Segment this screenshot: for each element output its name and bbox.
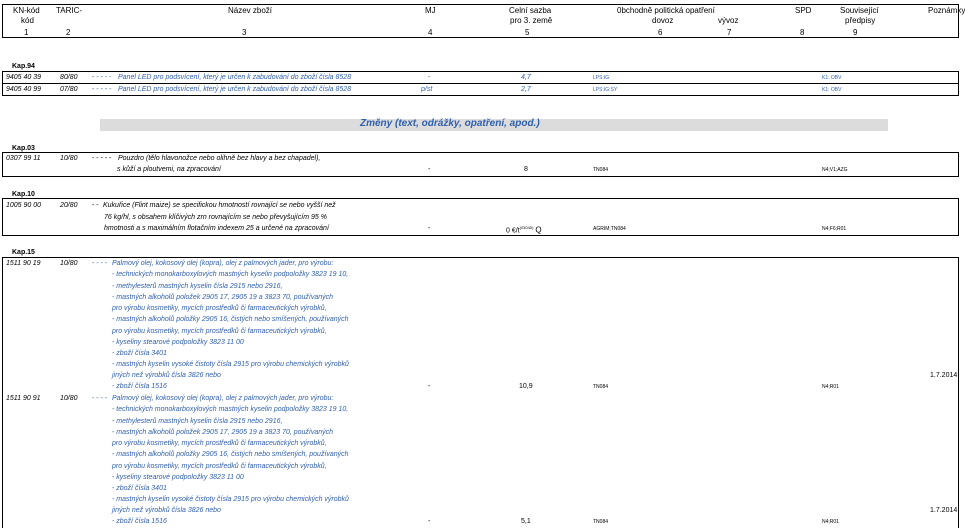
header-spd: SPD xyxy=(795,6,812,15)
colnum-6: 6 xyxy=(658,28,663,37)
goods-line-7: pro výrobu kosmetiky, mycích prostředků či farmaceutických výrobků, xyxy=(112,463,327,470)
kn-code: 1511 90 91 xyxy=(6,395,41,402)
import-measure: LPS:IG:SY xyxy=(593,87,618,93)
taric-code: 07/80 xyxy=(60,86,78,93)
goods-line-1: Palmový olej, kokosový olej (kopra), olej z palmových jader, pro výrobu: xyxy=(112,395,334,402)
colnum-1: 1 xyxy=(24,28,29,37)
colnum-2: 2 xyxy=(66,28,71,37)
duty-rate-footnote: (03040) xyxy=(519,225,534,230)
header-kn-code: kód xyxy=(21,16,34,25)
spd-code: N4;R01 xyxy=(822,384,839,390)
kn-code: 9405 40 99 xyxy=(6,86,42,93)
goods-line-8: - kyseliny stearové podpoložky 3823 11 00 xyxy=(112,339,244,346)
unit: - xyxy=(428,225,431,232)
indent-dashes: - - - - - xyxy=(92,74,112,81)
kap03-title: Kap.03 xyxy=(12,145,35,152)
goods-line-9: - zboží čísla 3401 xyxy=(112,350,167,357)
import-measure: AGRIM;TN084 xyxy=(593,226,626,232)
duty-rate: 2,7 xyxy=(521,86,531,93)
kn-code: 1005 90 00 xyxy=(6,202,42,209)
header-name: Název zboží xyxy=(228,6,273,15)
colnum-3: 3 xyxy=(242,28,247,37)
unit: - xyxy=(428,518,431,525)
indent-dashes: - - - - xyxy=(92,395,108,402)
kap94-title: Kap.94 xyxy=(12,63,35,70)
header-kn: KN-kód xyxy=(13,6,40,15)
duty-rate: 0 $€/t^{(03040)}$ Q xyxy=(506,225,542,235)
note-date: 1.7.2014 xyxy=(930,507,958,514)
kap15-title: Kap.15 xyxy=(12,249,35,256)
colnum-9: 9 xyxy=(853,28,858,37)
goods-line-12: - zboží čísla 1516 xyxy=(112,518,167,525)
goods-line-11: jiných než výrobků čísla 3826 nebo xyxy=(112,372,221,379)
colnum-7: 7 xyxy=(727,28,732,37)
goods-line-3: - methylesterů mastných kyselin čísla 2915 nebo 2916, xyxy=(112,418,283,425)
goods-line-10: - mastných kyselin vysoké čistoty čísla 2915 pro výrobu chemických výrobků xyxy=(112,496,349,503)
header-related-sub: předpisy xyxy=(845,16,876,25)
goods-name: Panel LED pro podsvícení, který je určen k zabudování do zboží čísla 8528 xyxy=(118,86,352,93)
header-rate: Celní sazba xyxy=(509,6,552,15)
goods-line-11: jiných než výrobků čísla 3826 nebo xyxy=(112,507,221,514)
header-export: vývoz xyxy=(718,16,739,25)
header-related: Související xyxy=(840,6,879,15)
import-measure: TN084 xyxy=(593,519,609,525)
duty-rate: 4,7 xyxy=(521,74,531,81)
kn-code: 0307 99 11 xyxy=(6,155,41,162)
duty-rate: 10,9 xyxy=(519,383,533,390)
kn-code: 1511 90 19 xyxy=(6,260,41,267)
header-mj: MJ xyxy=(425,6,436,15)
header-import: dovoz xyxy=(652,16,674,25)
header-taric: TARIC- xyxy=(56,6,83,15)
colnum-8: 8 xyxy=(800,28,805,37)
taric-code: 20/80 xyxy=(60,202,78,209)
goods-name-line-2: 76 kg/hl, s obsahem klíčivých zrn rovnajícím se nebo převyšujícím 95 % xyxy=(104,214,327,221)
unit: p/st xyxy=(421,86,433,93)
import-measure: LPS:IG xyxy=(593,75,610,81)
taric-code: 10/80 xyxy=(60,395,78,402)
colnum-4: 4 xyxy=(428,28,433,37)
goods-line-8: - kyseliny stearové podpoložky 3823 11 00 xyxy=(112,474,244,481)
kn-code: 9405 40 39 xyxy=(6,74,42,81)
goods-line-2: - technických monokarboxylových mastných kyselin podpoložky 3823 19 10, xyxy=(112,271,349,278)
goods-line-3: - methylesterů mastných kyselin čísla 2915 nebo 2916, xyxy=(112,283,283,290)
spd-code: K1: OBV xyxy=(822,75,842,81)
goods-name-line-1: Pouzdro (tělo hlavonožce nebo olihně bez hlavy a bez chapadel), xyxy=(118,155,321,162)
goods-line-4: - mastných alkoholů položek 2905 17, 2905 19 a 3823 70, používaných xyxy=(112,429,334,436)
import-measure: TN084 xyxy=(593,384,609,390)
taric-code: 10/80 xyxy=(60,155,78,162)
header-measures: 0bchodně politická opatření xyxy=(617,6,715,15)
spd-code: N4;F6;R01 xyxy=(822,226,847,232)
unit: - xyxy=(428,166,431,173)
spd-code: N4;V1;AZG xyxy=(822,167,848,173)
goods-name: Panel LED pro podsvícení, který je určen k zabudování do zboží čísla 8528 xyxy=(118,74,352,81)
unit: - xyxy=(428,383,431,390)
colnum-5: 5 xyxy=(525,28,530,37)
goods-line-6: - mastných alkoholů položky 2905 16, čistých nebo smíšených, používaných xyxy=(112,316,349,323)
spd-code: N4;R01 xyxy=(822,519,839,525)
goods-line-7: pro výrobu kosmetiky, mycích prostředků či farmaceutických výrobků, xyxy=(112,328,327,335)
note-date: 1.7.2014 xyxy=(930,372,958,379)
goods-line-6: - mastných alkoholů položky 2905 16, čistých nebo smíšených, používaných xyxy=(112,451,349,458)
taric-code: 80/80 xyxy=(60,74,78,81)
duty-rate: 5,1 xyxy=(521,518,531,525)
goods-line-12: - zboží čísla 1516 xyxy=(112,383,167,390)
duty-rate: 8 xyxy=(524,166,528,173)
goods-line-5: pro výrobu kosmetiky, mycích prostředků či farmaceutických výrobků, xyxy=(112,440,327,447)
import-measure: TN084 xyxy=(593,167,609,173)
goods-line-4: - mastných alkoholů položek 2905 17, 2905 19 a 3823 70, používaných xyxy=(112,294,334,301)
unit: - xyxy=(428,74,431,81)
goods-name-line-3: hmotnosti a s maximálním flotačním indexem 25 a určené na zpracování xyxy=(104,225,329,232)
header-rate-sub: pro 3. země xyxy=(510,16,553,25)
indent-dashes: - - xyxy=(92,202,99,209)
kap10-title: Kap.10 xyxy=(12,191,35,198)
indent-dashes: - - - - xyxy=(92,260,108,267)
goods-line-5: pro výrobu kosmetiky, mycích prostředků či farmaceutických výrobků, xyxy=(112,305,327,312)
goods-line-2: - technických monokarboxylových mastných kyselin podpoložky 3823 19 10, xyxy=(112,406,349,413)
section-title: Změny (text, odrážky, opatření, apod.) xyxy=(360,118,540,129)
goods-line-9: - zboží čísla 3401 xyxy=(112,485,167,492)
indent-dashes: - - - - - xyxy=(92,86,112,93)
goods-line-10: - mastných kyselin vysoké čistoty čísla 2915 pro výrobu chemických výrobků xyxy=(112,361,349,368)
indent-dashes: - - - - - xyxy=(92,155,112,162)
goods-name-line-2: s kůží a ploutvemi, na zpracování xyxy=(117,166,221,173)
header-notes: Poznámky xyxy=(928,6,965,15)
goods-name-line-1: Kukuřice (Flint maize) se specifickou hmotností rovnající se nebo vyšší než xyxy=(103,202,336,209)
taric-code: 10/80 xyxy=(60,260,78,267)
goods-line-1: Palmový olej, kokosový olej (kopra), olej z palmových jader, pro výrobu: xyxy=(112,260,334,267)
spd-code: K1: OBV xyxy=(822,87,842,93)
